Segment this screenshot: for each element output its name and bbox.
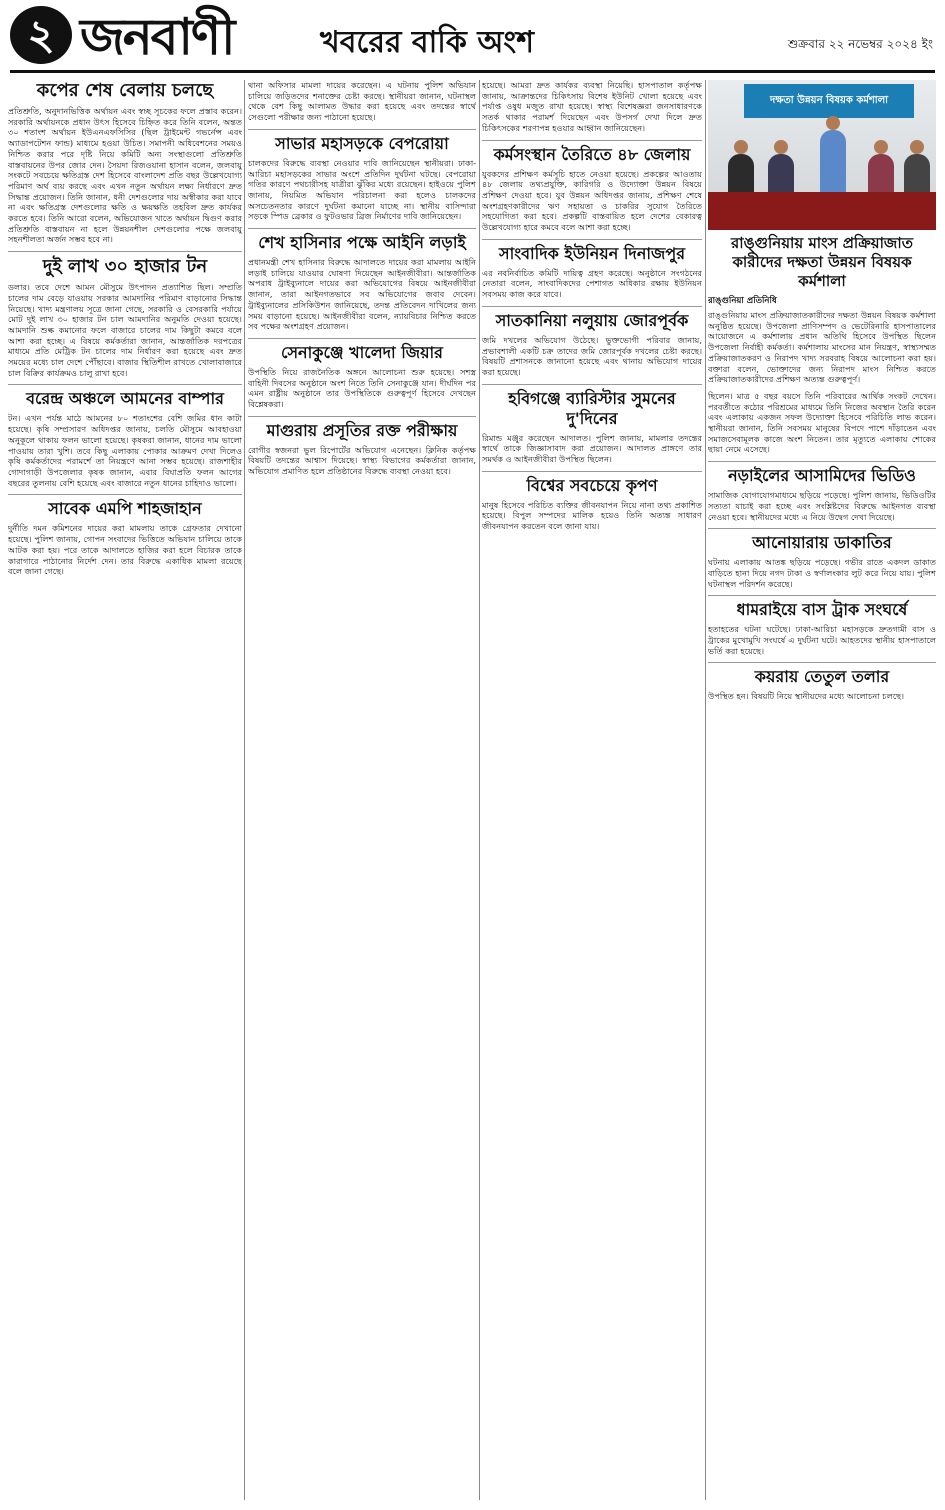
headline: সাতকানিয়া নলুয়ায় জোরপূর্বক <box>482 306 702 331</box>
photo-banner: দক্ষতা উন্নয়ন বিষয়ক কর্মশালা <box>744 84 914 118</box>
story-body: দুর্নীতি দমন কমিশনের দায়ের করা মামলায় তাকে গ্রেফতার দেখানো হয়েছে। পুলিশ জানায়, গোপন সংবাদের ভিত্তিতে অভিযান চালিয়ে তাকে আটক করা হয়। পরে তাকে আদালতে হাজির করা হলে বিচারক তাকে কারাগারে পাঠানোর নির্দেশ দেন। তার বিরুদ্ধে একাধিক মামলা রয়েছে বলে জানা গেছে। <box>8 523 242 577</box>
photo-person-head <box>774 140 788 154</box>
story-body: জমি দখলের অভিযোগ উঠেছে। ভুক্তভোগী পরিবার জানায়, প্রভাবশালী একটি চক্র তাদের জমি জোরপূর্বক দখলের চেষ্টা করছে। বিষয়টি প্রশাসনকে জানানো হয়েছে এবং থানায় অভিযোগ দায়ের করা হয়েছে। <box>482 334 702 377</box>
headline: সাংবাদিক ইউনিয়ন দিনাজপুর <box>482 239 702 264</box>
story-body: ঘটনায় এলাকায় আতঙ্ক ছড়িয়ে পড়েছে। গভীর রাতে একদল ডাকাত বাড়িতে হানা দিয়ে নগদ টাকা ও স্বর্ণালংকার লুট করে নিয়ে যায়। পুলিশ ঘটনাস্থল পরিদর্শন করেছে। <box>708 557 936 589</box>
story-employment <box>482 140 702 233</box>
headline: মাগুরায় প্রসূতির রক্ত পরীক্ষায় <box>248 416 476 441</box>
column-2 <box>248 80 476 1500</box>
story-body: ডলার। তবে দেশে আমন মৌসুমে উৎপাদন প্রত্যাশিত ছিল। সম্প্রতি চালের দাম বেড়ে যাওয়ায় সরকার আমদানির পরিমাণ বাড়ানোর সিদ্ধান্ত নিয়েছে। খাদ্য মন্ত্রণালয় সূত্রে জানা গেছে, সরকারি ও বেসরকারি পর্যায়ে মোট দুই লাখ ৩০ হাজার টন চাল আমদানির অনুমতি দেওয়া হয়েছে। আমদানি শুল্ক কমানোর ফলে বাজারে চালের দাম কিছুটা কমবে বলে আশা করা হচ্ছে। এ বিষয়ে কর্মকর্তারা জানান, আন্তর্জাতিক দরপত্রের মাধ্যমে প্রতি মেট্রিক টন চালের দাম নির্ধারণ করা হয়েছে এবং দ্রুত সময়ের মধ্যে চাল দেশে পৌঁছাবে। বাজার স্থিতিশীল রাখতে খোলাবাজারে চাল বিক্রির কার্যক্রমও চালু রাখা হবে। <box>8 282 242 378</box>
story-body: ছিলেন। মাত্র ৫ বছর বয়সে তিনি পরিবারের আর্থিক সংকট দেখেন। পরবর্তীতে কঠোর পরিশ্রমের মাধ্যমে তিনি নিজের অবস্থান তৈরি করেন এবং এলাকায় একজন সফল উদ্যোক্তা হিসেবে পরিচিতি লাভ করেন। স্থানীয়রা জানান, তিনি সবসময় মানুষের বিপদে পাশে দাঁড়াতেন এবং সমাজসেবামূলক কাজে অংশ নিতেন। তার মৃত্যুতে এলাকায় শোকের ছায়া নেমে এসেছে। <box>708 390 936 455</box>
page-number: ২ <box>10 6 72 64</box>
story-rangunia <box>708 234 936 385</box>
story-narail <box>708 461 936 522</box>
photo-person-head <box>910 140 924 154</box>
story-savar-highway <box>248 129 476 222</box>
photo-person-head <box>874 140 888 154</box>
headline: সাবেক এমপি শাহজাহান <box>8 494 242 519</box>
headline: বরেন্দ্র অঞ্চলে আমনের বাম্পার <box>8 384 242 409</box>
story-dhamrai <box>708 595 936 656</box>
story-rice-import <box>8 251 242 378</box>
headline: শেখ হাসিনার পক্ষে আইনি লড়াই <box>248 228 476 253</box>
column-divider <box>479 80 480 1500</box>
masthead <box>10 6 935 68</box>
story-miser <box>482 471 702 532</box>
story-body: সামাজিক যোগাযোগমাধ্যমে ছড়িয়ে পড়েছে। পুলিশ জানায়, ভিডিওটির সত্যতা যাচাই করা হচ্ছে এবং সংশ্লিষ্টদের বিরুদ্ধে আইনগত ব্যবস্থা নেওয়া হবে। স্থানীয়দের মধ্যে এ নিয়ে উদ্বেগ দেখা দিয়েছে। <box>708 490 936 522</box>
column-1 <box>8 80 242 1500</box>
headline: রাঙ্গুনিয়ায় মাংস প্রক্রিয়াজাত কারীদের দক্ষতা উন্নয়ন বিষয়ক কর্মশালা <box>731 234 913 290</box>
story-body: এর নবনির্বাচিত কমিটি দায়িত্ব গ্রহণ করেছে। অনুষ্ঠানে সংগঠনের নেতারা বলেন, সাংবাদিকদের পেশাগত অধিকার রক্ষায় ইউনিয়ন সবসময় কাজ করে যাবে। <box>482 267 702 300</box>
page-date: শুক্রবার ২২ নভেম্বর ২০২৪ ইং <box>787 37 933 51</box>
headline: আনোয়ারায় ডাকাতির <box>708 528 936 553</box>
newspaper-logo: জনবাণী <box>80 8 234 66</box>
photo-person-speaker <box>820 130 846 200</box>
story-body: চালকদের বিরুদ্ধে ব্যবস্থা নেওয়ার দাবি জানিয়েছেন স্থানীয়রা। ঢাকা-আরিচা মহাসড়কের সাভার অংশে প্রতিদিন দুর্ঘটনা ঘটছে। বেপরোয়া গতির কারণে পথচারীসহ যাত্রীরা ঝুঁকির মধ্যে রয়েছেন। হাইওয়ে পুলিশ জানায়, নিয়মিত অভিযান পরিচালনা করা হলেও চালকদের অসচেতনতার কারণে দুর্ঘটনা কমানো যাচ্ছে না। স্থানীয় বাসিন্দারা সড়কে স্পিড ব্রেকার ও ফুটওভার ব্রিজ নির্মাণের দাবি জানিয়েছেন। <box>248 157 476 222</box>
photo-table <box>708 192 936 230</box>
story-body: মানুষ হিসেবে পরিচিত ব্যক্তির জীবনযাপন নিয়ে নানা তথ্য প্রকাশিত হয়েছে। বিপুল সম্পদের মালিক হয়েও তিনি অত্যন্ত সাধারণ জীবনযাপন করতেন বলে জানা যায়। <box>482 499 702 532</box>
story-koyra <box>708 662 936 702</box>
story-body: থানা অফিসার মামলা দায়ের করেছেন। এ ঘটনায় পুলিশ অভিযান চালিয়ে জড়িতদের শনাক্তের চেষ্টা করছে। স্থানীয়রা জানান, ঘটনাস্থল থেকে বেশ কিছু আলামত উদ্ধার করা হয়েছে এবং তদন্তের স্বার্থে সেগুলো পরীক্ষার জন্য পাঠানো হয়েছে। <box>248 80 476 123</box>
story-body: রিমান্ড মঞ্জুর করেছেন আদালত। পুলিশ জানায়, মামলার তদন্তের স্বার্থে তাকে জিজ্ঞাসাবাদ করা প্রয়োজন। আদালত প্রাঙ্গণে তার সমর্থক ও আইনজীবীরা উপস্থিত ছিলেন। <box>482 432 702 465</box>
story-body: প্রধানমন্ত্রী শেখ হাসিনার বিরুদ্ধে আদালতে দায়ের করা মামলায় আইনি লড়াই চালিয়ে যাওয়ার ঘোষণা দিয়েছেন আইনজীবীরা। আন্তর্জাতিক অপরাধ ট্রাইব্যুনালে দায়ের করা অভিযোগের বিষয়ে আইনজীবীরা জানান, তারা আইনগতভাবে সব অভিযোগের জবাব দেবেন। ট্রাইব্যুনালের প্রসিকিউশন জানিয়েছে, তদন্ত প্রতিবেদন দাখিলের জন্য সময় বাড়ানো হয়েছে। আইনজীবীরা বলেন, ন্যায়বিচার নিশ্চিত করতে সব পক্ষের অংশগ্রহণ প্রয়োজন। <box>248 257 476 332</box>
headline: নড়াইলের আসামিদের ভিডিও <box>708 461 936 486</box>
headline: সাভার মহাসড়কে বেপরোয়া <box>248 129 476 154</box>
story-habiganj <box>482 384 702 465</box>
headline: কপের শেষ বেলায় চলছে <box>36 80 214 101</box>
story-body: যুবকদের প্রশিক্ষণ কর্মসূচি হাতে নেওয়া হয়েছে। প্রকল্পের আওতায় ৪৮ জেলায় তথ্যপ্রযুক্তি, কারিগরি ও উদ্যোক্তা উন্নয়ন বিষয়ে প্রশিক্ষণ দেওয়া হবে। যুব উন্নয়ন অধিদপ্তর জানায়, প্রশিক্ষণ শেষে অংশগ্রহণকারীদের ঋণ সহায়তা ও চাকরির সুযোগ তৈরিতে সহযোগিতা করা হবে। প্রকল্পটি বাস্তবায়িত হলে দেশের বেকারত্ব উল্লেখযোগ্য হারে কমবে বলে আশা করা হচ্ছে। <box>482 168 702 233</box>
story-barind-aman <box>8 384 242 488</box>
headline: বিশ্বের সবচেয়ে কৃপণ <box>482 471 702 496</box>
page-title: খবরের বাকি অংশ <box>320 25 534 60</box>
story-cop <box>8 80 242 245</box>
story-continued <box>248 80 476 123</box>
photo-person-head <box>826 116 840 130</box>
story-body: উপস্থিতি নিয়ে রাজনৈতিক অঙ্গনে আলোচনা শুরু হয়েছে। সশস্ত্র বাহিনী দিবসের অনুষ্ঠানে অংশ নিতে তিনি সেনাকুঞ্জে যান। দীর্ঘদিন পর এমন রাষ্ট্রীয় অনুষ্ঠানে তার উপস্থিতিকে গুরুত্বপূর্ণ হিসেবে দেখছেন বিশ্লেষকরা। <box>248 366 476 410</box>
story-body: রোগীর স্বজনরা ভুল রিপোর্টের অভিযোগ এনেছেন। ক্লিনিক কর্তৃপক্ষ বিষয়টি তদন্তের আশ্বাস দিয়েছে। স্বাস্থ্য বিভাগের কর্মকর্তারা জানান, অভিযোগ প্রমাণিত হলে প্রতিষ্ঠানের বিরুদ্ধে ব্যবস্থা নেওয়া হবে। <box>248 444 476 477</box>
headline: দুই লাখ ৩০ হাজার টন <box>8 251 242 278</box>
headline: সেনাকুঞ্জে খালেদা জিয়ার <box>248 338 476 363</box>
story-body: উপস্থিত হন। বিষয়টি নিয়ে স্থানীয়দের মধ্যে আলোচনা চলছে। <box>708 691 904 702</box>
column-4 <box>708 80 936 1500</box>
story-satkania <box>482 306 702 378</box>
column-3 <box>482 80 702 1500</box>
column-divider <box>244 80 245 1500</box>
story-continued <box>482 80 702 134</box>
headline: কয়রায় তেতুল তলার <box>708 662 936 687</box>
story-body: হতাহতের ঘটনা ঘটেছে। ঢাকা-আরিচা মহাসড়কে দ্রুতগামী বাস ও ট্রাকের মুখোমুখি সংঘর্ষে এ দুর্ঘটনা ঘটে। আহতদের স্থানীয় হাসপাতালে ভর্তি করা হয়েছে। <box>708 624 936 656</box>
headline: ধামরাইয়ে বাস ট্রাক সংঘর্ষে <box>708 595 936 620</box>
story-senakunja <box>248 338 476 410</box>
story-body: হয়েছে। আমরা দ্রুত কার্যকর ব্যবস্থা নিয়েছি। হাসপাতাল কর্তৃপক্ষ জানায়, আক্রান্তদের চিকিৎসায় বিশেষ ইউনিট খোলা হয়েছে এবং পর্যাপ্ত ওষুধ মজুত রাখা হয়েছে। স্বাস্থ্য বিশেষজ্ঞরা জনসাধারণকে সতর্ক থাকার পরামর্শ দিয়েছেন এবং উপসর্গ দেখা দিলে দ্রুত চিকিৎসকের শরণাপন্ন হওয়ার আহ্বান জানিয়েছেন। <box>482 80 702 133</box>
byline: রাঙ্গুনিয়া প্রতিনিধি <box>708 296 777 306</box>
headline: কর্মসংস্থান তৈরিতে ৪৮ জেলায় <box>482 140 702 165</box>
photo-person-head <box>734 140 748 154</box>
story-body: প্রতিশ্রুতি, অনুদানভিত্তিক অর্থায়ন এবং স্বচ্ছ সূচকের ফলে প্রস্তাব করেন। সরকারি অর্থায়নকে প্রধান উৎস হিসেবে চিহ্নিত করে তিনি বলেন, অন্তত ৩০ শতাংশ অর্থায়ন ইউএনএফসিসির (ছিল ট্রাইমেন্ট গভর্নেন্স এবং অ্যাডাপটেশন ফান্ড) মাধ্যমে হওয়া উচিত। সমাপনী অধিবেশনের সময়ও নিশ্চিত করার পরে দৃষ্টি নিয়ে কমিটি অন্য সংস্থাগুলো প্রতিশ্রুতি বাস্তবায়নের উপর জোর দেন। সৈয়দা রিজওয়ানা হাসান বলেন, জলবায়ু সংকটে সবচেয়ে ক্ষতিগ্রস্ত দেশ হিসেবে বাংলাদেশ প্রতি বছর উল্লেখযোগ্য পরিমাণ অর্থ ব্যয় করছে এবং এখন নতুন অর্থায়ন লক্ষ্য নির্ধারণে দ্রুত সিদ্ধান্ত প্রয়োজন। তিনি জানান, ধনী দেশগুলোর দায় অস্বীকার করা যাবে না এবং ক্ষতিগ্রস্ত দেশগুলোর ক্ষতি ও ক্ষয়ক্ষতি তহবিল দ্রুত কার্যকর করতে হবে। তিনি আরো বলেন, অভিযোজন খাতে অর্থায়ন দ্বিগুণ করার প্রতিশ্রুতি বাস্তবায়ন না হলে উন্নয়নশীল দেশগুলোর পক্ষে জলবায়ু সহনশীলতা অর্জন সম্ভব হবে না। <box>8 106 242 245</box>
story-magura <box>248 416 476 477</box>
story-continued <box>708 391 936 455</box>
story-legal-fight <box>248 228 476 332</box>
headline: হবিগঞ্জে ব্যারিস্টার সুমনের দু'দিনের <box>482 384 702 429</box>
story-journalist-union <box>482 239 702 300</box>
column-divider <box>705 80 706 1500</box>
masthead-rule <box>10 70 935 73</box>
story-anowara <box>708 528 936 589</box>
story-former-mp <box>8 494 242 577</box>
story-body: রাঙ্গুনিয়ায় মাংস প্রক্রিয়াজাতকারীদের দক্ষতা উন্নয়ন বিষয়ক কর্মশালা অনুষ্ঠিত হয়েছে। উপজেলা প্রাণিসম্পদ ও ভেটেরিনারি হাসপাতালের আয়োজনে এ কর্মশালায় প্রধান অতিথি হিসেবে উপস্থিত ছিলেন উপজেলা নির্বাহী কর্মকর্তা। কর্মশালায় মাংসের মান নিয়ন্ত্রণ, স্বাস্থ্যসম্মত প্রক্রিয়াজাতকরণ ও নিরাপদ খাদ্য সরবরাহ বিষয়ে আলোচনা করা হয়। বক্তারা বলেন, ভোক্তাদের জন্য নিরাপদ মাংস নিশ্চিত করতে প্রক্রিয়াজাতকারীদের প্রশিক্ষণ অত্যন্ত গুরুত্বপূর্ণ। <box>708 310 936 385</box>
workshop-photo <box>708 80 936 230</box>
story-body: টন। এখন পর্যন্ত মাঠে আমনের ৮০ শতাংশের বেশি জমির ধান কাটা হয়েছে। কৃষি সম্প্রসারণ অধিদপ্তর জানায়, চলতি মৌসুমে আবহাওয়া অনুকূলে থাকায় ফলন ভালো হয়েছে। কৃষকরা জানান, ধানের দাম ভালো পাওয়ায় তারা খুশি। তবে কিছু এলাকায় পোকার আক্রমণ দেখা দিলেও কৃষি কর্মকর্তাদের পরামর্শে তা নিয়ন্ত্রণে আনা সম্ভব হয়েছে। রাজশাহীর গোদাগাড়ী উপজেলার কৃষক জানান, এবার বিঘাপ্রতি ফলন আগের বছরের তুলনায় বেশি হয়েছে এবং বাজারে নতুন ধানের চাহিদাও ভালো। <box>8 413 242 488</box>
